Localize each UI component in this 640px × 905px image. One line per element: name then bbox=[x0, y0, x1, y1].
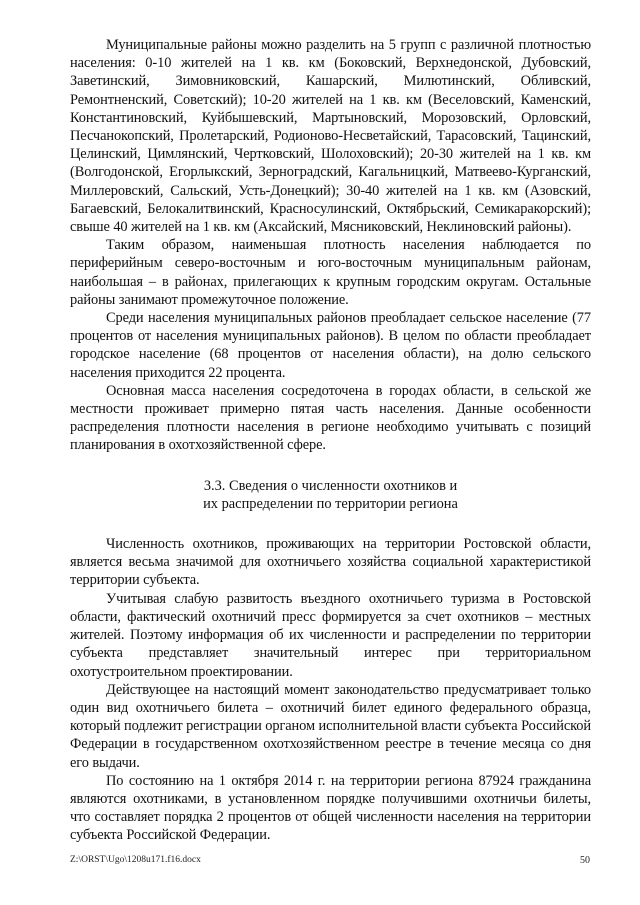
paragraph-municipal-density-groups: Муниципальные районы можно разделить на 5 групп с различной плотностью населения: 0-10 жителей на 1 кв. км (Боковский, Верхнедонской, Дубовский, Заветинский, Зимовниковский, Кашарский, Милютинский, Обливский, Ремонтненский, Советский); 10-20 жителей на 1 кв. км (Веселовский, Каменский, Константиновский, Куйбышевский, Мартыновский, Морозовский, Орловский, Песчанокопский, Пролетарский, Родионово-Несветайский, Тарасовский, Тацинский, Целинский, Цимлянский, Чертковский, Шолоховский); 20-30 жителей на 1 кв. км (Волгодонской, Егорлыкский, Зерноградский, Кагальницкий, Матвеево-Курганский, Миллеровский, Сальский, Усть-Донецкий); 30-40 жителей на 1 кв. км (Азовский, Багаевский, Белокалитвинский, Красносулинский, Октябрьский, Семикаракорский); свыше 40 жителей на 1 кв. км (Аксайский, Мясниковский, Неклиновский районы). bbox=[70, 37, 591, 236]
paragraph-hunters-statistics: По состоянию на 1 октября 2014 г. на территории региона 87924 гражданина являются охотниками, в установленном порядке получившими охотничьи билеты, что составляет порядка 2 процентов от общей численности населения на территории субъекта Российской Федерации. bbox=[70, 772, 591, 844]
paragraph-hunting-license-law: Действующее на настоящий момент законодательство предусматривает только один вид охотничьего билета – охотничий билет единого федерального образца, который подлежит регистрации органом исполнительной власти субъекта Российской Федерации в государственном охотхозяйственном реестре в течение месяца со дня его выдачи. bbox=[70, 681, 591, 771]
paragraph-rural-population: Среди населения муниципальных районов преобладает сельское население (77 процентов от населения муниципальных районов). В целом по области преобладает городское население (68 процентов от населения области), на долю сельского населения приходится 22 процента. bbox=[70, 310, 591, 381]
section-heading-line-1: 3.3. Сведения о численности охотников и bbox=[203, 477, 458, 494]
paragraph-density-conclusion: Таким образом, наименьшая плотность населения наблюдается по периферийным северо-восточным и юго-восточным муниципальным районам, наибольшая – в районах, прилегающих к крупным городским округам. Остальные районы занимают промежуточное положение. bbox=[70, 237, 591, 308]
section-heading-line-2: их распределении по территории региона bbox=[203, 495, 458, 512]
page-number: 50 bbox=[580, 855, 590, 866]
paragraph-hunting-pressure: Учитывая слабую развитость въездного охотничьего туризма в Ростовской области, фактический охотничий пресс формируется за счет охотников – местных жителей. Поэтому информация об их численности и распределении по территории субъекта представляет значительный интерес при территориальном охотустроительном проектировании. bbox=[70, 590, 591, 680]
document-body bbox=[70, 36, 591, 845]
footer-file-path: Z:\ORST\Ugo\1208u171.f16.docx bbox=[70, 855, 201, 865]
paragraph-population-distribution: Основная масса населения сосредоточена в городах области, в сельской же местности проживает примерно пятая часть населения. Данные особенности распределения плотности населения в регионе необходимо учитывать с позиций планирования в охотхозяйственной сфере. bbox=[70, 382, 591, 454]
section-heading bbox=[70, 477, 591, 513]
paragraph-hunters-count: Численность охотников, проживающих на территории Ростовской области, является весьма значимой для охотничьего хозяйства социальной характеристикой территории субъекта. bbox=[70, 536, 591, 589]
